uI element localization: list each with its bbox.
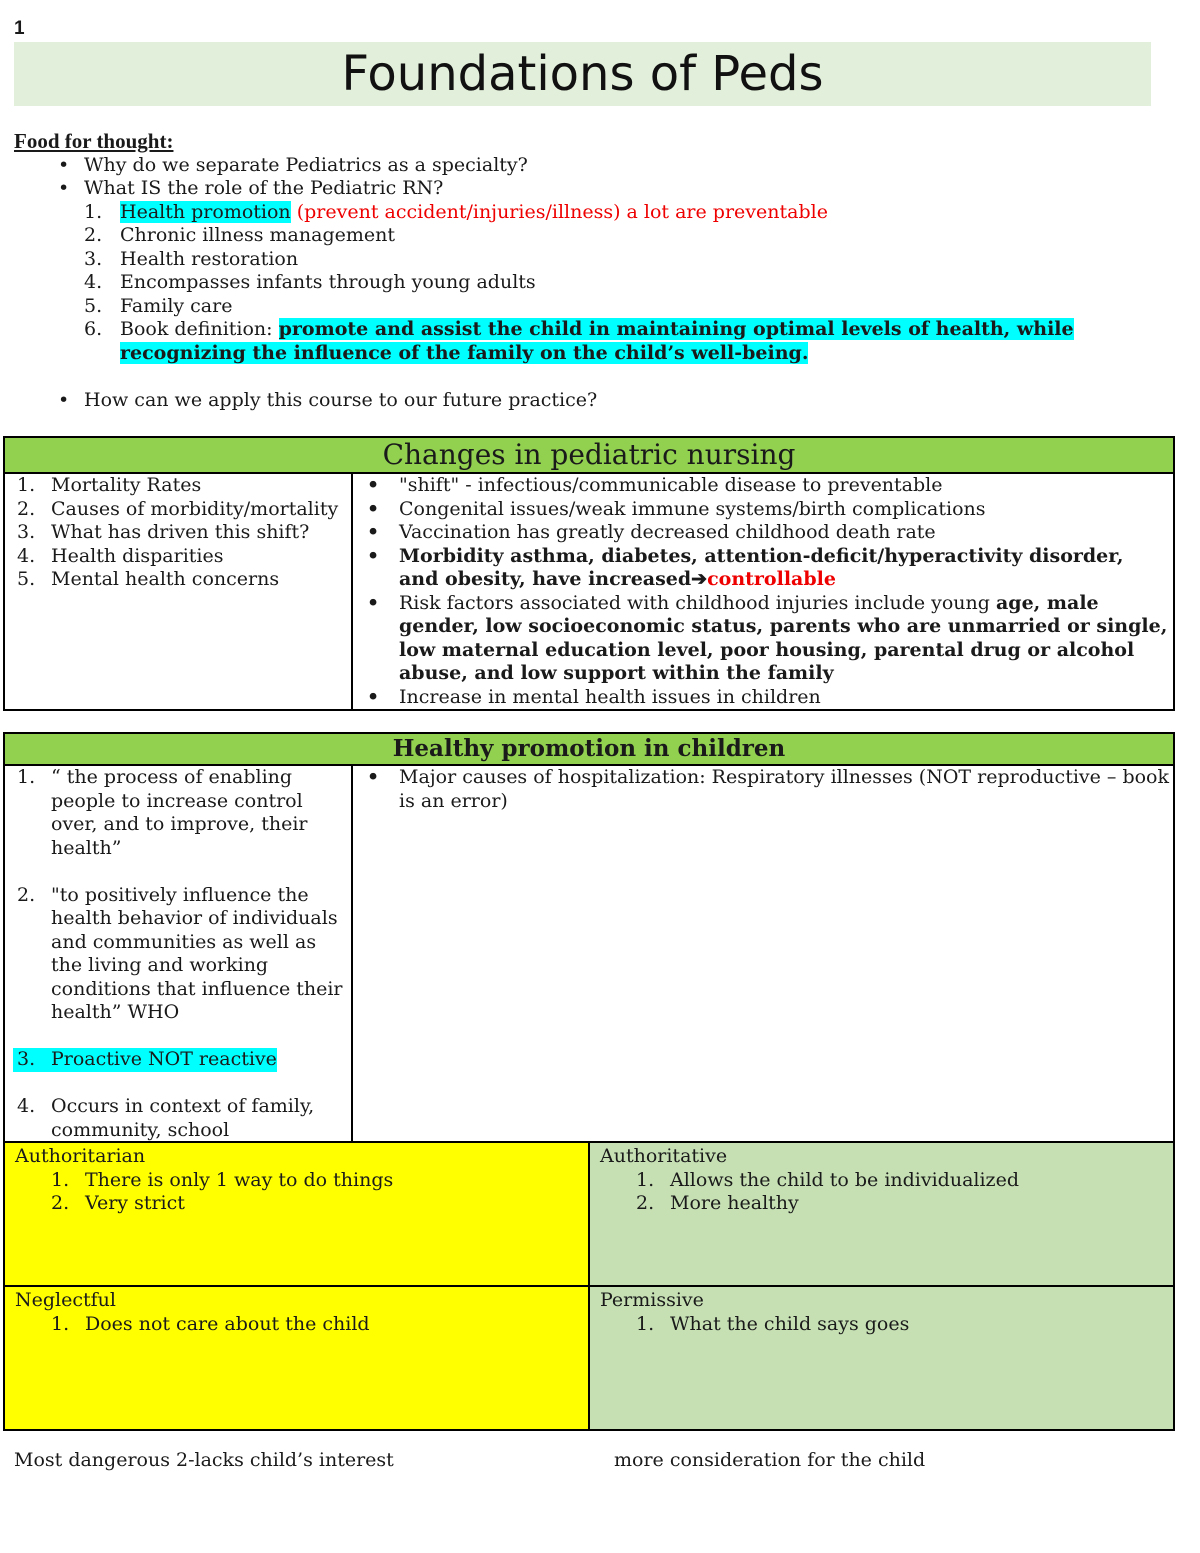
footer-note-right: more consideration for the child xyxy=(614,1449,926,1471)
list-item: 2. More healthy xyxy=(636,1192,799,1214)
role-item xyxy=(14,224,1189,248)
list-item: 2. Very strict xyxy=(51,1192,185,1214)
highlight-text: Health promotion xyxy=(120,200,291,223)
list-item: • Increase in mental health issues in children xyxy=(361,686,1169,710)
cell-title: Permissive xyxy=(600,1289,704,1311)
role-label: Book definition: xyxy=(120,318,279,340)
changes-table xyxy=(3,436,1175,711)
list-item: 1. What the child says goes xyxy=(636,1312,910,1335)
list-item: 1. “ the process of enabling people to increase control over, and to improve, their health” xyxy=(17,766,308,859)
list-number: 6. xyxy=(84,318,103,340)
parenting-styles-table xyxy=(3,1141,1175,1431)
list-number: 1. xyxy=(84,200,103,223)
list-item: • Vaccination has greatly decreased childhood death rate xyxy=(361,521,1169,545)
list-item: • Congenital issues/weak immune systems/birth complications xyxy=(361,498,1169,522)
list-item: 1. Mortality Rates xyxy=(17,474,202,496)
authoritarian-cell xyxy=(4,1142,589,1286)
authoritative-cell xyxy=(589,1142,1174,1286)
list-number: 3. xyxy=(84,247,103,270)
page-number: 1 xyxy=(14,18,25,39)
role-item xyxy=(14,271,1189,295)
list-item: 3. Proactive NOT reactive xyxy=(13,1048,347,1072)
question-item: • What IS the role of the Pediatric RN? xyxy=(14,177,1189,201)
list-item: 4. Occurs in context of family, community, school xyxy=(17,1095,315,1141)
role-text: Health restoration xyxy=(120,247,299,270)
role-item xyxy=(14,201,1189,225)
role-item xyxy=(14,318,1189,365)
role-list xyxy=(14,201,1189,366)
role-item xyxy=(14,295,1189,319)
question-list xyxy=(14,389,1189,413)
list-item: 2. Causes of morbidity/mortality xyxy=(17,497,339,520)
promotion-table xyxy=(3,732,1175,1144)
list-item: • Risk factors associated with childhood injuries include young age, male gender, low socioeconomic status, parents who are unmarried or single, low maternal education level, poor housing, parental drug or alcohol abuse, and low support within the family xyxy=(361,592,1169,686)
list-item: 4. Health disparities xyxy=(17,544,224,567)
permissive-cell xyxy=(589,1286,1174,1430)
cell-title: Authoritative xyxy=(600,1145,728,1167)
role-item xyxy=(14,248,1189,272)
book-definition: promote and assist the child in maintaining optimal levels of health, while recognizing the influence of the family on the child’s well-being. xyxy=(120,318,1074,364)
role-text: Family care xyxy=(120,294,233,317)
footer-note-left: Most dangerous 2-lacks child’s interest xyxy=(14,1449,394,1471)
list-number: 2. xyxy=(84,224,103,246)
list-number: 4. xyxy=(84,271,103,293)
question-item: • How can we apply this course to our future practice? xyxy=(14,389,1189,413)
changes-right-cell xyxy=(352,473,1174,710)
page-title: Foundations of Peds xyxy=(14,42,1151,106)
neglectful-cell xyxy=(4,1286,589,1430)
cell-title: Authoritarian xyxy=(15,1145,146,1167)
list-item: 1. Allows the child to be individualized xyxy=(636,1168,1019,1191)
list-item: 5. Mental health concerns xyxy=(17,568,280,590)
cell-title: Neglectful xyxy=(15,1289,116,1311)
promotion-right-cell xyxy=(352,765,1174,1143)
question-item: • Why do we separate Pediatrics as a specialty? xyxy=(14,154,1189,178)
list-item: 3. What has driven this shift? xyxy=(17,521,310,543)
changes-left-cell xyxy=(4,473,352,710)
food-for-thought-heading: Food for thought: xyxy=(14,129,174,153)
red-note: (prevent accident/injuries/illness) a lot are preventable xyxy=(290,200,828,223)
list-item: • Morbidity asthma, diabetes, attention-deficit/hyperactivity disorder, and obesity, have increased➔controllable xyxy=(361,545,1169,592)
list-item: 1. Does not care about the child xyxy=(51,1312,370,1335)
role-text: Chronic illness management xyxy=(120,224,395,246)
list-number: 5. xyxy=(84,294,103,317)
list-item: 1. There is only 1 way to do things xyxy=(51,1168,394,1191)
food-for-thought-section xyxy=(14,130,1189,412)
question-list xyxy=(14,154,1189,201)
list-item: • "shift" - infectious/communicable disease to preventable xyxy=(361,474,1169,498)
promotion-left-cell xyxy=(4,765,352,1143)
role-text: Encompasses infants through young adults xyxy=(120,271,536,293)
list-item: • Major causes of hospitalization: Respiratory illnesses (NOT reproductive – book is an error) xyxy=(361,766,1169,813)
changes-heading: Changes in pediatric nursing xyxy=(4,437,1174,473)
arrow-icon: ➔ xyxy=(691,568,708,590)
promotion-heading: Healthy promotion in children xyxy=(4,733,1174,765)
list-item: 2. "to positively influence the health behavior of individuals and communities as well as the living and working conditions that influence their health” WHO xyxy=(17,883,343,1023)
